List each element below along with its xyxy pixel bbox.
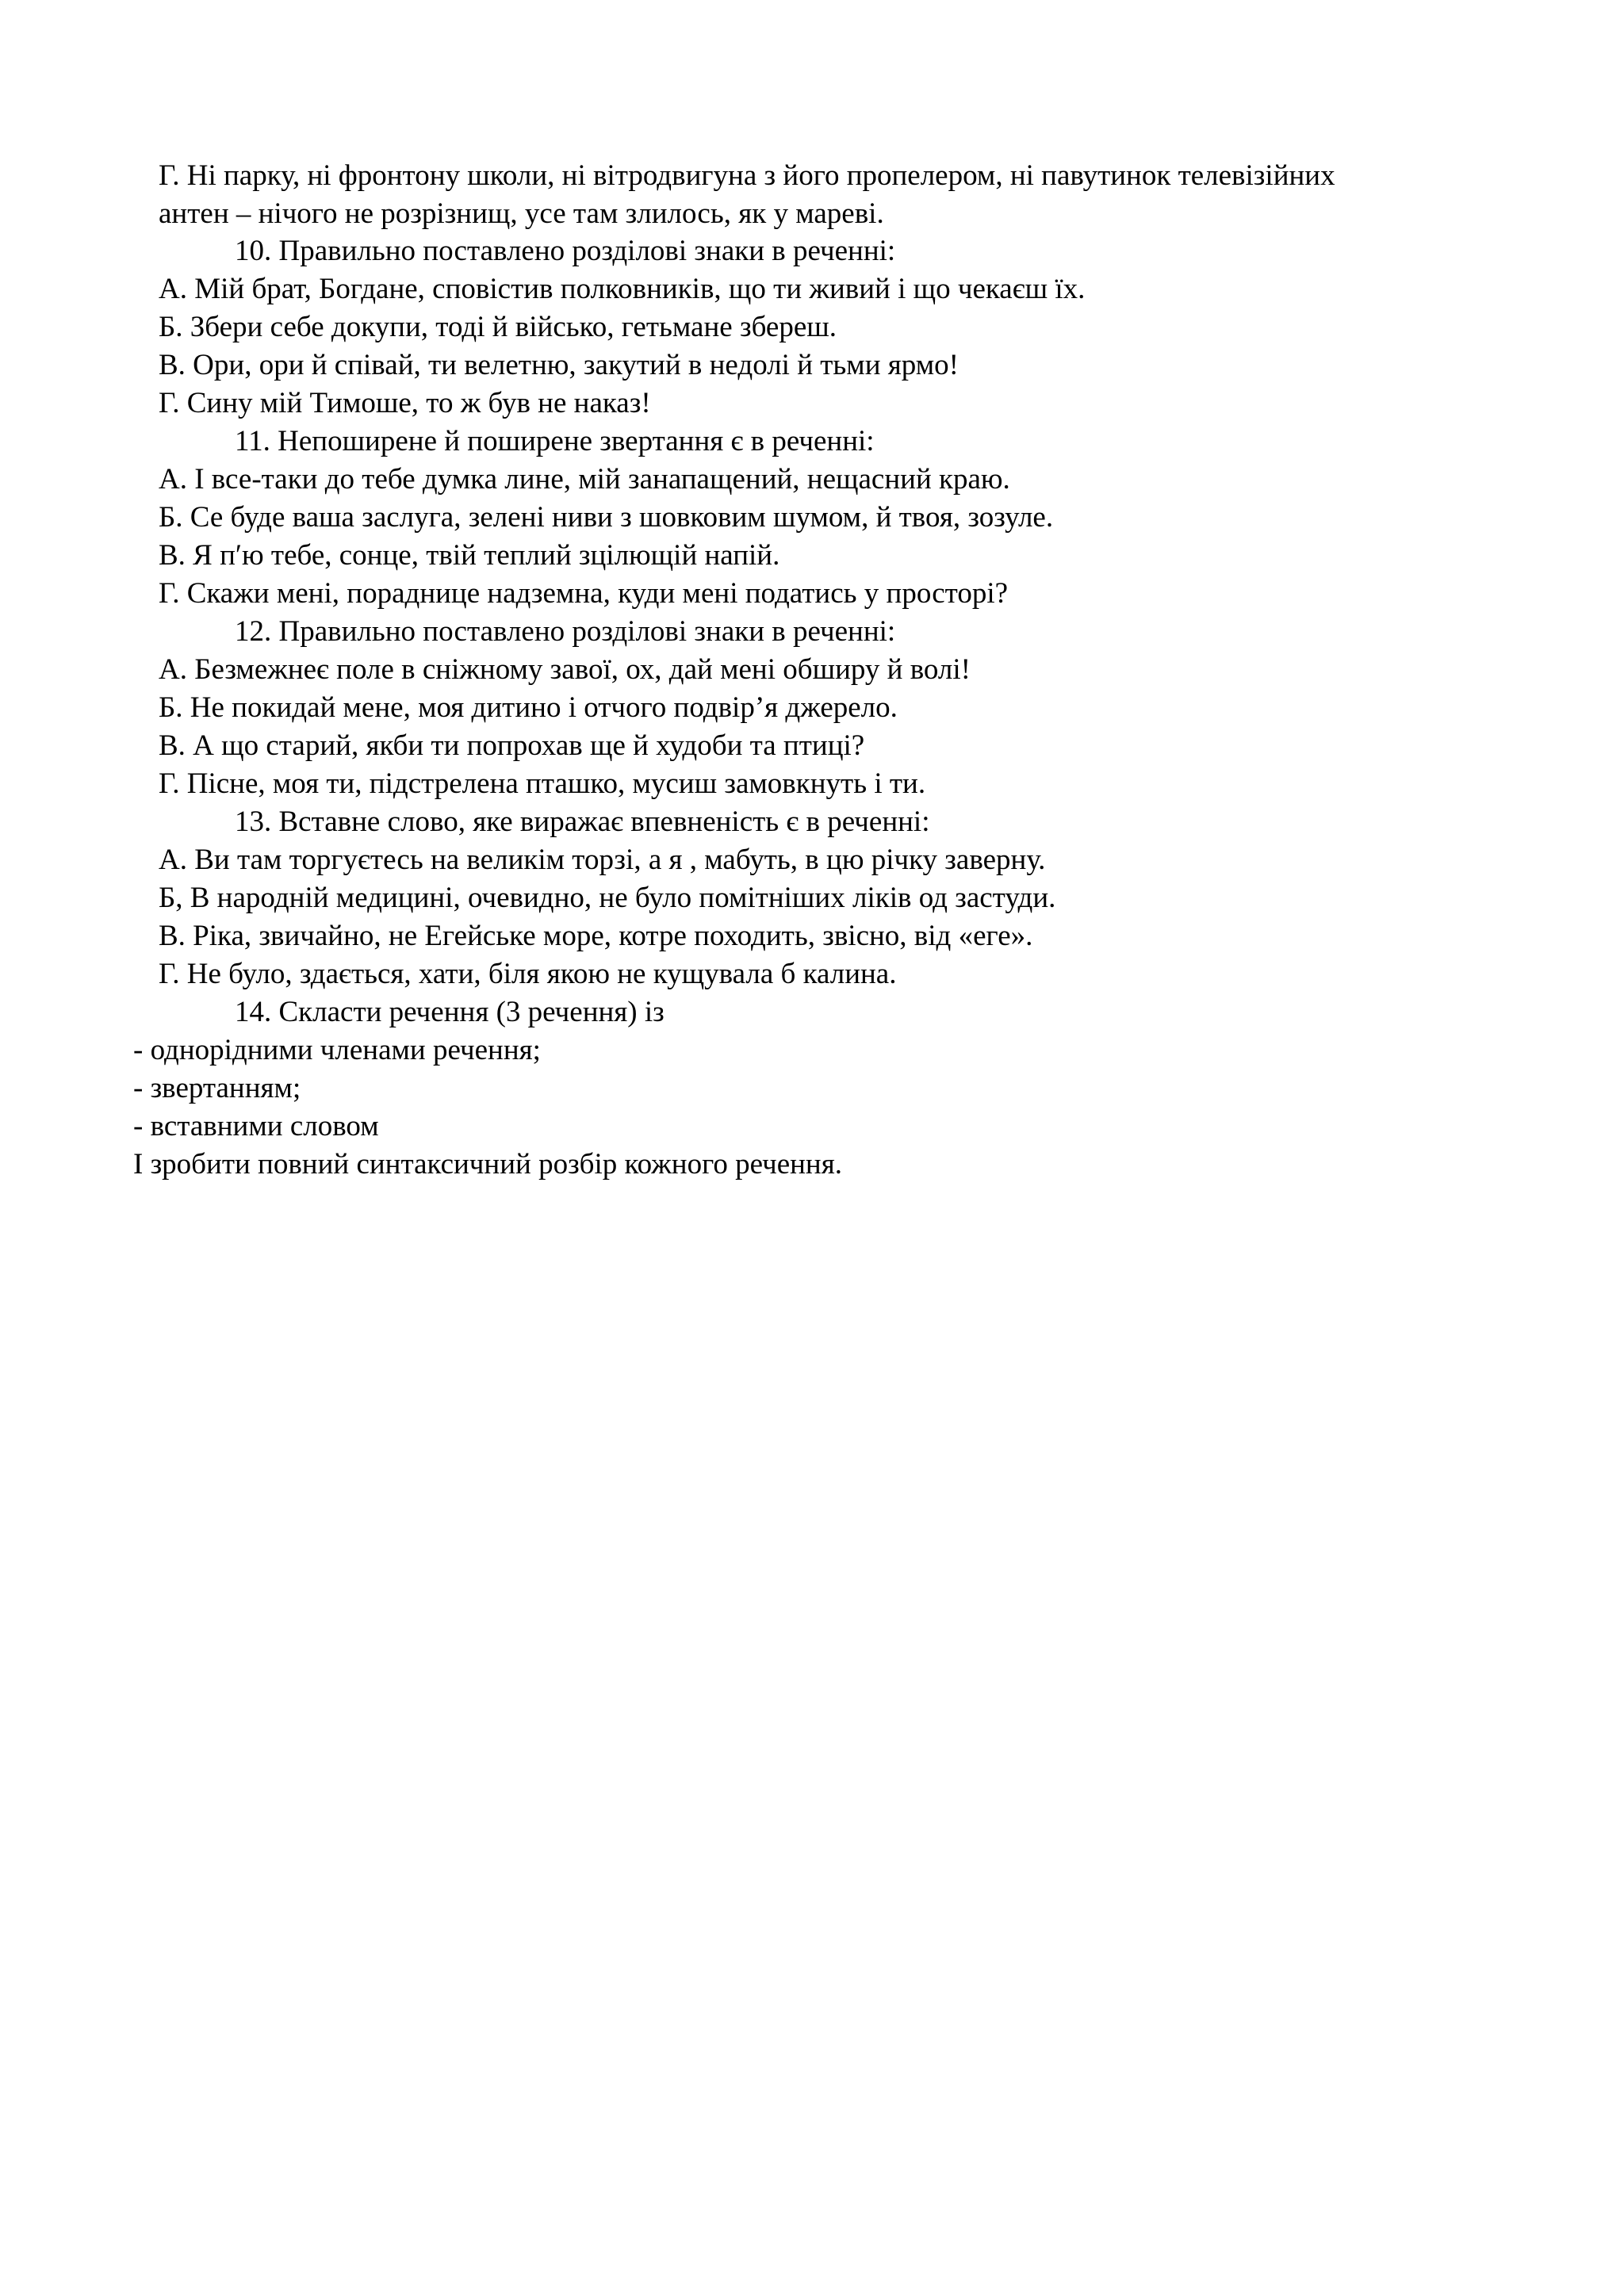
question-14-heading: 14. Скласти речення (3 речення) із [235,996,665,1028]
option-g-q9-line-1: Г. Ні парку, ні фронтону школи, ні вітродвигуна з його пропелером, ні павутинок телевізійних [159,159,1335,192]
question-13-option-a: А. Ви там торгуєтесь на великім торзі, а я , мабуть, в цю річку заверну. [159,844,1046,876]
question-13-option-b: Б, В народній медицині, очевидно, не було помітніших ліків од застуди. [159,882,1056,914]
question-12-option-g: Г. Пісне, моя ти, підстрелена пташко, мусиш замовкнуть і ти. [159,767,926,800]
question-12-heading: 12. Правильно поставлено розділові знаки в реченні: [235,615,896,648]
question-12-option-v: В. А що старий, якби ти попрохав ще й худоби та птиці? [159,729,865,762]
question-11-option-b: Б. Се буде ваша заслуга, зелені ниви з шовковим шумом, й твоя, зозуле. [159,501,1054,534]
question-10-option-v: В. Ори, ори й співай, ти велетню, закутий в недолі й тьми ярмо! [159,349,959,381]
question-10-option-a: А. Мій брат, Богдане, сповістив полковників, що ти живий і що чекаєш їх. [159,273,1086,305]
question-10-heading: 10. Правильно поставлено розділові знаки в реченні: [235,235,896,267]
question-10-option-b: Б. Збери себе докупи, тоді й військо, гетьмане збереш. [159,311,837,343]
question-10-option-g: Г. Сину мій Тимоше, то ж був не наказ! [159,387,651,419]
question-11-option-v: В. Я п′ю тебе, сонце, твій теплий зцілющій напій. [159,539,780,572]
question-12-option-a: А. Безмежнеє поле в сніжному завої, ох, дай мені обширу й волі! [159,653,971,686]
question-13-option-v: В. Ріка, звичайно, не Егейське море, котре походить, звісно, від «еге». [159,920,1033,952]
task-item-parenthetical: - вставними словом [133,1110,379,1142]
question-12-option-b: Б. Не покидай мене, моя дитино і отчого подвір’я джерело. [159,691,898,724]
task-item-address: - звертанням; [133,1072,301,1104]
question-11-option-a: А. І все-таки до тебе думка лине, мій занапащений, нещасний краю. [159,463,1010,496]
question-13-option-g: Г. Не було, здається, хати, біля якою не кущувала б калина. [159,958,897,990]
question-11-option-g: Г. Скажи мені, пораднице надземна, куди мені податись у просторі? [159,577,1009,610]
question-13-heading: 13. Вставне слово, яке виражає впевненість є в реченні: [235,806,930,838]
task-instruction: І зробити повний синтаксичний розбір кожного речення. [133,1148,842,1181]
task-item-homogeneous: - однорідними членами речення; [133,1034,541,1066]
question-11-heading: 11. Непоширене й поширене звертання є в реченні: [235,425,875,457]
option-g-q9-line-2: антен – нічого не розрізнищ, усе там злилось, як у мареві. [159,197,884,230]
